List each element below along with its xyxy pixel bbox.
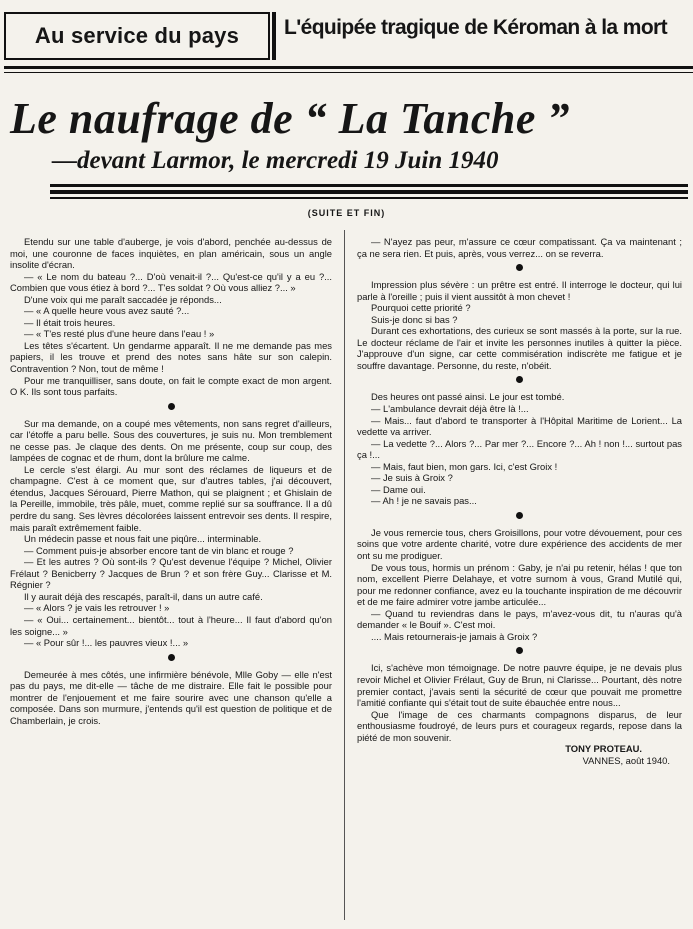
section-label-box (4, 12, 270, 60)
paragraph: — Quand tu reviendras dans le pays, m'avez-vous dit, tu n'auras qu'à demander « le Bouif ». C'est moi. (357, 607, 682, 631)
paragraph: — Comment puis-je absorber encore tant de vin blanc et rouge ? (24, 544, 294, 556)
kicker: L'équipée tragique de Kéroman à la mort (284, 16, 668, 39)
paragraph: Le cercle s'est élargi. Au mur sont des réclames de liqueurs et de champagne. C'est à ce moment que, sur d'autres tables, j'ai découvert, étendus, Jacques Sérouard, Pierre Mathon, qui se plaignent ; et Ghislain de la Pereille, immobile, très pâle, muet, comme replié sur sa souffrance. Il a dû perdre du sang. Ses lèvres décolorées laissent entrevoir ses dents. Il respire, mais paraît extrêmement faible. (10, 463, 332, 533)
paragraph: — Ah ! je ne savais pas... (371, 495, 477, 507)
paragraph: — « Alors ? je vais les retrouver ! » (24, 602, 170, 614)
paragraph: — Mais... faut d'abord te transporter à l'Hôpital Maritime de Lorient... La vedette va arriver. (357, 414, 682, 438)
place-date: VANNES, août 1940. (582, 754, 670, 766)
paragraph: Pourquoi cette priorité ? (371, 302, 471, 314)
paragraph: Etendu sur une table d'auberge, je vois d'abord, penchée au-dessus de moi, une couronne de faces inquiètes, en plan américain, sous un angle insolite d'écran. (10, 236, 332, 271)
paragraph: Suis-je donc si bas ? (371, 313, 458, 325)
paragraph: Des heures ont passé ainsi. Le jour est tombé. (371, 391, 565, 403)
paragraph: Sur ma demande, on a coupé mes vêtements, non sans regret d'ailleurs, car l'étoffe a paru belle. Sous des couvertures, je suis nu. Mon tremblement ne cesse pas. Je claque des dents. On me présente, coup sur coup, des lampées de cognac et de rhum, dont la brûlure me calme. (10, 417, 332, 464)
paragraph: Pour me tranquilliser, sans doute, on fait le compte exact de mon argent. O K. Ils sont tous parfaits. (10, 374, 332, 398)
right-column (357, 236, 682, 766)
paragraph: — Dame oui. (371, 483, 426, 495)
paragraph: Les têtes s'écartent. Un gendarme apparaît. Il ne me demande pas mes papiers, il les trouve et prend des notes sans hâte sur son calepin. Contravention ? Non, tout de même ! (10, 339, 332, 375)
paragraph: Je vous remercie tous, chers Groisillons, pour votre dévouement, pour ces soins que votre ardente charité, votre dure expérience des accidents de mer ont su me prodiguer. (357, 526, 682, 562)
paragraph: Ici, s'achève mon témoignage. De notre pauvre équipe, je ne devais plus revoir Michel et Olivier Frélaut, Guy de Brun, ni Clarisse... Pourtant, dès notre premier contact, j'avais senti la sécurité de cœur que pouvait me promettre l'amitié confiante qui s'était tout de suite ébauchée entre nous... (357, 662, 682, 709)
paragraph: — Il était trois heures. (24, 316, 116, 328)
section-bullet (516, 647, 523, 654)
paragraph: — Mais, faut bien, mon gars. Ici, c'est Groix ! (371, 460, 558, 472)
section-label-divider (272, 12, 276, 60)
paragraph: .... Mais retournerais-je jamais à Groix ? (371, 630, 538, 642)
section-bullet (516, 376, 523, 383)
author-signature: TONY PROTEAU. (565, 743, 642, 755)
paragraph: D'une voix qui me paraît saccadée je réponds... (24, 293, 222, 305)
section-label: Au service du pays (34, 23, 240, 48)
section-bullet (516, 512, 523, 519)
top-rule-thin (4, 72, 693, 73)
section-bullet (168, 403, 175, 410)
section-bullet (516, 264, 523, 271)
subhead: —devant Larmor, le mercredi 19 Juin 1940 (52, 147, 499, 174)
headline: Le naufrage de “ La Tanche ” (10, 94, 570, 143)
paragraph: — L'ambulance devrait déjà être là !... (371, 403, 529, 415)
paragraph: Impression plus sévère : un prêtre est entré. Il interroge le docteur, qui lui parle à l'oreille ; puis il vient aussitôt à mon chevet ! (357, 279, 682, 302)
paragraph: — Je suis à Groix ? (371, 472, 453, 484)
paragraph: — « T'es resté plus d'une heure dans l'eau ! » (24, 328, 215, 340)
paragraph: Durant ces exhortations, des curieux se sont massés à la porte, sur la rue. Le docteur réclame de l'air et invite les personnes inutiles à quitter la pièce. J'approuve d'un signe, car cette commisération indiscrète me fatigue et je souffre davantage. Personne, du reste, n'obéit. (357, 325, 682, 371)
column-divider (344, 230, 345, 920)
headline-rule-3 (50, 197, 688, 199)
paragraph: — « Le nom du bateau ?... D'où venait-il ?... Qu'est-ce qu'il y a eu ?... Combien que vous étiez à bord ?... T'es soldat ? Où vous alliez ?... » (10, 270, 332, 294)
paragraph: Demeurée à mes côtés, une infirmière bénévole, Mlle Goby — elle n'est pas du pays, me dit-elle — tâche de me distraire. Elle fait le possible pour montrer de l'enjouement et me faire sourire avec une chanson qu'elle a composée. Dans son murmure, j'entends qu'il est question de politique et de Chamberlain, je crois. (10, 668, 332, 726)
paragraph: Un médecin passe et nous fait une piqûre... interminable. (24, 533, 262, 545)
paragraph: Il y aurait déjà des rescapés, paraît-il, dans un autre café. (24, 590, 263, 602)
paragraph: — Et les autres ? Où sont-ils ? Qu'est devenue l'équipe ? Michel, Olivier Frélaut ? Benicberry ? Jacques de Brun ? et son frère Guy... Clarisse et M. Régnier ? (10, 556, 332, 591)
left-column (10, 236, 332, 726)
deck: (SUITE ET FIN) (307, 208, 386, 218)
headline-rule (50, 184, 688, 187)
top-rule (4, 66, 693, 69)
paragraph: — N'ayez pas peur, m'assure ce cœur compatissant. Ça va maintenant ; ça ne sera rien. Et puis, après, vous verrez... on se reverra. (357, 236, 682, 259)
section-bullet (168, 654, 175, 661)
paragraph: — « Pour sûr !... les pauvres vieux !... » (24, 637, 189, 649)
paragraph: — « A quelle heure vous avez sauté ?... (24, 305, 190, 317)
paragraph: Que l'image de ces charmants compagnons disparus, de leur enthousiasme foudroyé, de leurs purs et courageux regards, repose dans la piété de mon souvenir. (357, 708, 682, 743)
headline-rule-2 (50, 190, 688, 194)
paragraph: — « Oui... certainement... bientôt... tout à l'heure... Il faut d'abord qu'on les soigne... » (10, 613, 332, 637)
paragraph: De vous tous, hormis un prénom : Gaby, je n'ai pu retenir, hélas ! que ton nom, excellent Pierre Delahaye, et votre surnom à vous, Grand Mutilé qui, pour me redonner confiance, avez eu la touchante inspiration de me découvrir et de me faire admirer votre jambe articulée... (357, 561, 682, 608)
paragraph: — La vedette ?... Alors ?... Par mer ?... Encore ?... Ah ! non !... surtout pas ça !... (357, 437, 682, 461)
